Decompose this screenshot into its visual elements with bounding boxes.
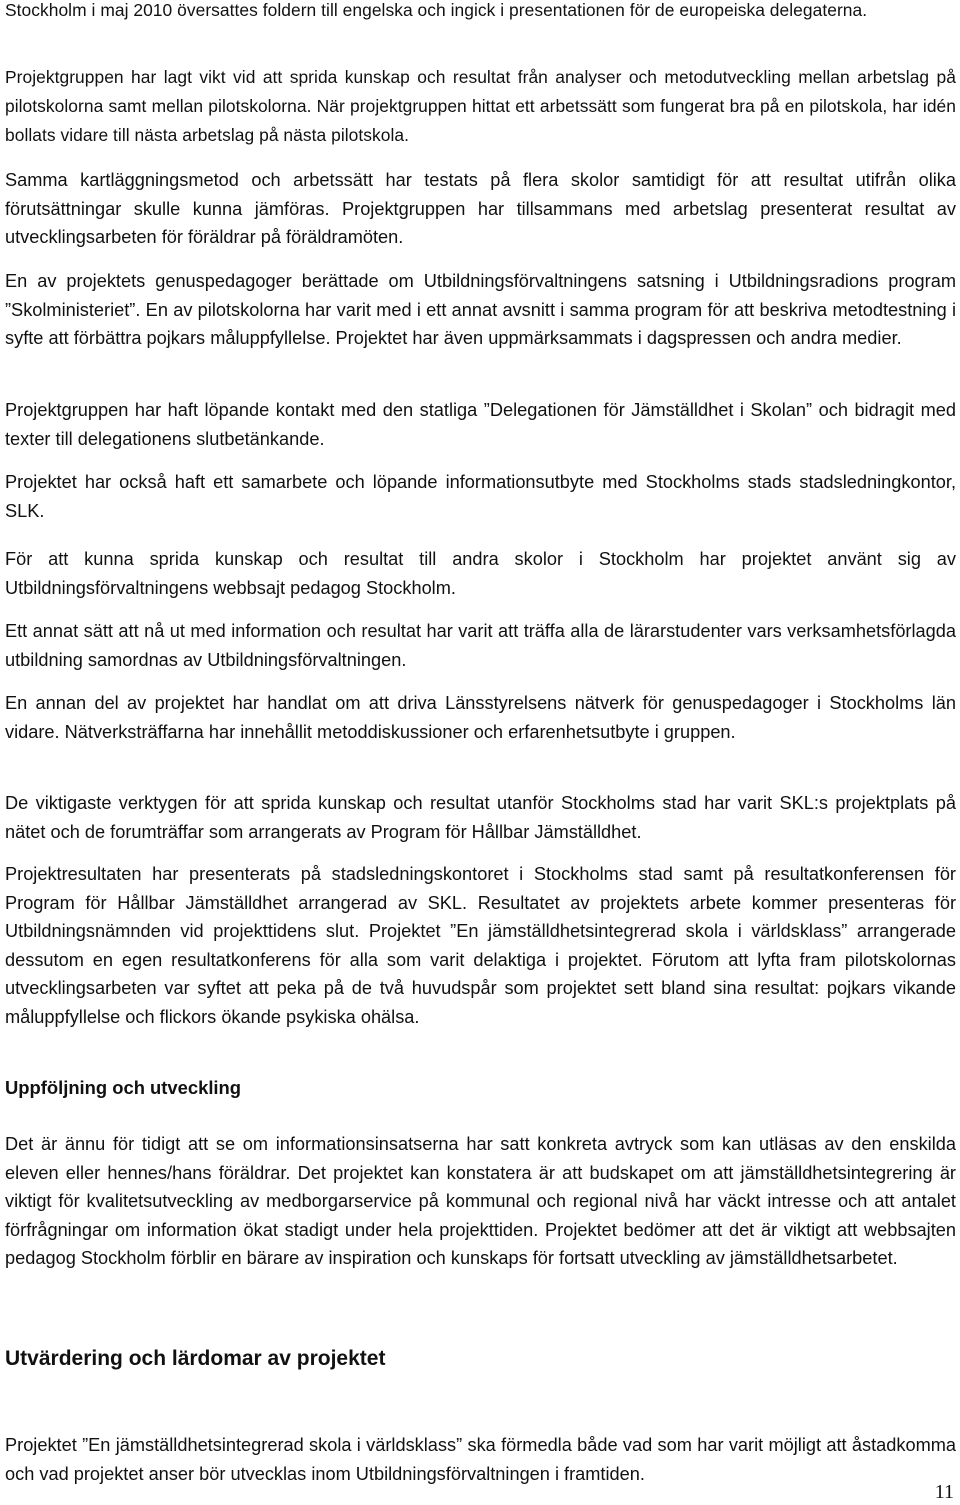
paragraph-slk-cooperation: Projektet har också haft ett samarbete och löpande informationsutbyte med Stockholms stads stadsledningkontor, SLK. — [5, 472, 956, 521]
paragraph-folder-translation: Stockholm i maj 2010 översattes foldern till engelska och ingick i presentationen för de europeiska delegaterna. — [5, 0, 868, 20]
paragraph-delegation: Projektgruppen har haft löpande kontakt med den statliga ”Delegationen för Jämställdhet i Skolan” och bidragit med texter till delegationens slutbetänkande. — [5, 400, 956, 449]
paragraph-web-site: För att kunna sprida kunskap och resultat till andra skolor i Stockholm har projektet använt sig av Utbildningsförvaltningens webbsajt pedagog Stockholm. — [5, 549, 956, 598]
section-heading-followup: Uppföljning och utveckling — [5, 1077, 242, 1098]
paragraph-mapping-method — [5, 166, 956, 252]
paragraph-knowledge-sharing-part-2: När projektgruppen hittat ett arbetssätt som fungerat bra på en pilotskola, har idén bollats vidare till nästa arbetslag på nästa pilotskola. — [5, 96, 957, 145]
section-heading-evaluation: Utvärdering och lärdomar av projektet — [5, 1347, 386, 1370]
page-number: 11 — [934, 1481, 954, 1503]
paragraph-knowledge-sharing — [5, 63, 956, 150]
paragraph-results-presentation: Projektresultaten har presenterats på stadsledningskontoret i Stockholms stad samt på resultatkonferensen för Program för Hållbar Jämställdhet arrangerad av SKL. Resultatet av projektets arbete kommer presenteras för Utbildningsnämnden vid projekttidens slut. Projektet ”En jämställdhetsintegrerad skola i världsklass” arrangerade dessutom en egen resultatkonferens för alla som varit delaktiga i projektet. Förutom att lyfta fram pilotskolornas utvecklingsarbeten var syftet att peka på de två huvudspår som projektet sett bland sina resultat: pojkars vikande måluppfyllelse och flickors ökande psykiska ohälsa. — [5, 864, 956, 1027]
paragraph-county-network: En annan del av projektet har handlat om att driva Länsstyrelsens nätverk för genuspedagoger i Stockholms län vidare. Nätverksträffarna har innehållit metoddiskussioner och erfarenhetsutbyte i gruppen. — [5, 693, 956, 742]
paragraph-teacher-students: Ett annat sätt att nå ut med information och resultat har varit att träffa alla de lärarstudenter vars verksamhetsförlagda utbildning samordnas av Utbildningsförvaltningen. — [5, 621, 956, 670]
paragraph-mapping-method-part-1: Samma kartläggningsmetod och arbetssätt har testats på flera skolor samtidigt för att resultat utifrån olika förutsättningar skulle kunna jämföras. — [5, 170, 956, 219]
paragraph-tools-outside-stockholm: De viktigaste verktygen för att sprida kunskap och resultat utanför Stockholms stad har varit SKL:s projektplats på nätet och de forumträffar som arrangerats av Program för Hållbar Jämställdhet. — [5, 793, 956, 842]
paragraph-mapping-method-part-2: Projektgruppen har tillsammans med arbetslag presenterat resultat av utvecklingsarbeten för föräldrar på föräldramöten. — [5, 198, 956, 248]
paragraph-knowledge-sharing-part-1: Projektgruppen har lagt vikt vid att sprida kunskap och resultat från analyser och metodutveckling mellan arbetslag på pilotskolorna samt mellan pilotskolorna. — [5, 67, 956, 116]
paragraph-followup: Det är ännu för tidigt att se om informationsinsatserna har satt konkreta avtryck som kan utläsas av den enskilda eleven eller hennes/hans föräldrar. Det projektet kan konstatera är att budskapet om att jämställdhetsintegrering är viktigt för kvalitetsutveckling av medborgarservice på kommunal och regional nivå har väckt intresse och att antalet förfrågningar om information ökat stadigt under hela projekttiden. Projektet bedömer att det är viktigt att webbsajten pedagog Stockholm förblir en bärare av inspiration och kunskaps för fortsatt utveckling av jämställdhetsarbetet. — [5, 1134, 956, 1269]
paragraph-education-radio: En av projektets genuspedagoger berättade om Utbildningsförvaltningens satsning i Utbildningsradions program ”Skolministeriet”. En av pilotskolorna har varit med i ett annat avsnitt i samma program för att beskriva metodtestning i syfte att förbättra pojkars måluppfyllelse. Projektet har även uppmärksammats i dagspressen och andra medier. — [5, 271, 956, 349]
paragraph-evaluation: Projektet ”En jämställdhetsintegrerad skola i världsklass” ska förmedla både vad som har varit möjligt att åstadkomma och vad projektet anser bör utvecklas inom Utbildningsförvaltningen i framtiden. — [5, 1435, 956, 1484]
